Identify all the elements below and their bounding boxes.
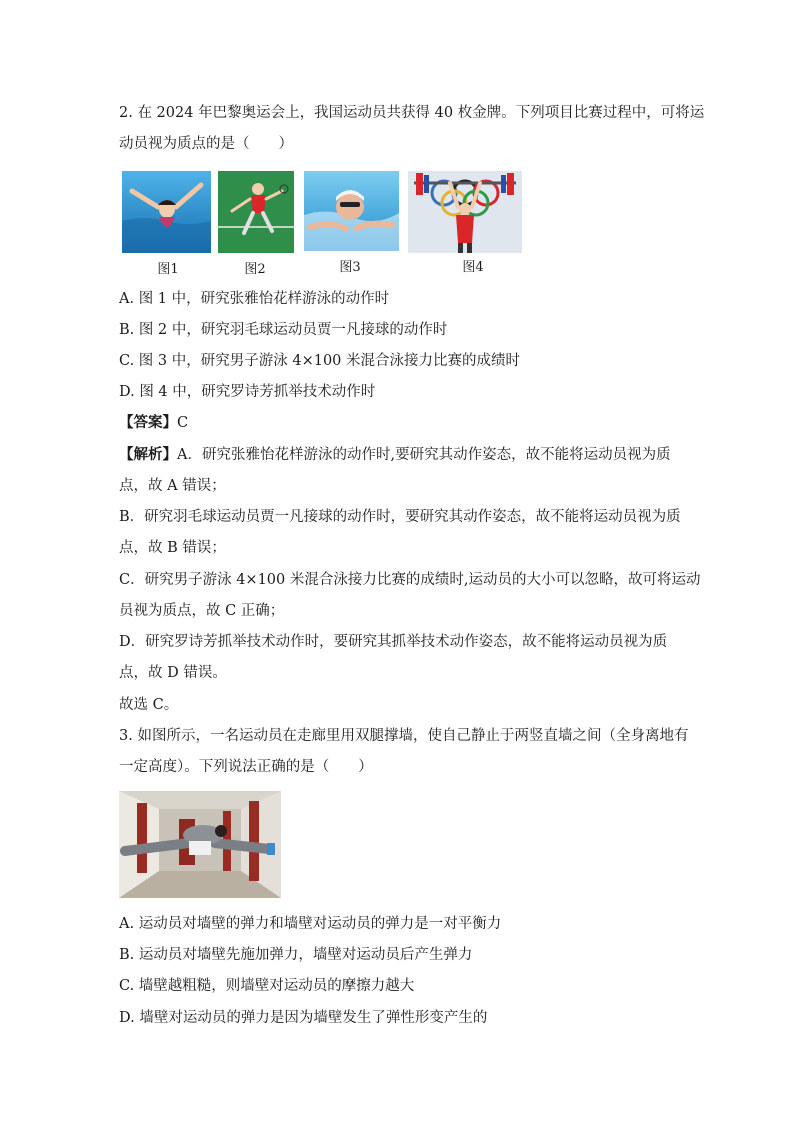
q2-analysis-line6: 员视为质点，故 C 正确； (119, 603, 285, 619)
q2-option-b: B. 图 2 中，研究羽毛球运动员贾一凡接球的动作时 (119, 322, 448, 338)
figure-caption-4: 图4 (462, 260, 484, 275)
figure-caption-3: 图3 (339, 260, 361, 275)
weightlifter-photo (408, 171, 522, 253)
q3-option-d: D. 墙壁对运动员的弹力是因为墙壁发生了弹性形变产生的 (119, 1010, 488, 1026)
q2-analysis-line2: 点，故 A 错误； (119, 478, 226, 494)
q3-stem-line2: 一定高度）。下列说法正确的是（ ） (119, 759, 373, 775)
figure-caption-2: 图2 (244, 262, 266, 277)
q2-conclusion: 故选 C。 (119, 697, 179, 713)
q3-option-b: B. 运动员对墙壁先施加弹力，墙壁对运动员后产生弹力 (119, 947, 473, 963)
answer-label: 【答案】 (119, 414, 177, 431)
q2-analysis-line3: B．研究羽毛球运动员贾一凡接球的动作时，要研究其动作姿态，故不能将运动员视为质 (119, 509, 681, 525)
q2-analysis-line4: 点，故 B 错误； (119, 540, 226, 556)
q2-stem-line2: 动员视为质点的是（ ） (119, 136, 293, 152)
badminton-player-photo (218, 171, 294, 253)
figure-caption-1: 图1 (157, 262, 179, 277)
q3-option-c: C. 墙壁越粗糙，则墙壁对运动员的摩擦力越大 (119, 978, 415, 994)
q2-option-d: D. 图 4 中，研究罗诗芳抓举技术动作时 (119, 384, 376, 400)
q3-option-a: A. 运动员对墙壁的弹力和墙壁对运动员的弹力是一对平衡力 (119, 916, 502, 932)
breaststroke-swimmer-photo (304, 171, 399, 251)
q2-stem-line1: 2. 在 2024 年巴黎奥运会上，我国运动员共获得 40 枚金牌。下列项目比赛过程中，可将运 (119, 105, 705, 121)
synchronized-swimmer-photo (122, 171, 211, 253)
q2-answer (119, 413, 188, 433)
q2-option-a: A. 图 1 中，研究张雅怡花样游泳的动作时 (119, 291, 390, 307)
q2-analysis-line5: C．研究男子游泳 4×100 米混合泳接力比赛的成绩时,运动员的大小可以忽略，故可将运动 (119, 572, 701, 588)
answer-value: C (177, 415, 189, 431)
q2-analysis-line8: 点，故 D 错误。 (119, 665, 227, 681)
analysis-label: 【解析】 (119, 446, 177, 463)
q2-option-c: C. 图 3 中，研究男子游泳 4×100 米混合泳接力比赛的成绩时 (119, 353, 521, 369)
corridor-athlete-photo (119, 791, 281, 898)
q2-analysis-line1 (119, 445, 671, 465)
analysis-text: A．研究张雅怡花样游泳的动作时,要研究其动作姿态，故不能将运动员视为质 (177, 447, 671, 463)
q3-stem-line1: 3. 如图所示，一名运动员在走廊里用双腿撑墙，使自己静止于两竖直墙之间（全身离地有 (119, 728, 689, 744)
q2-analysis-line7: D．研究罗诗芳抓举技术动作时，要研究其抓举技术动作姿态，故不能将运动员视为质 (119, 634, 668, 650)
